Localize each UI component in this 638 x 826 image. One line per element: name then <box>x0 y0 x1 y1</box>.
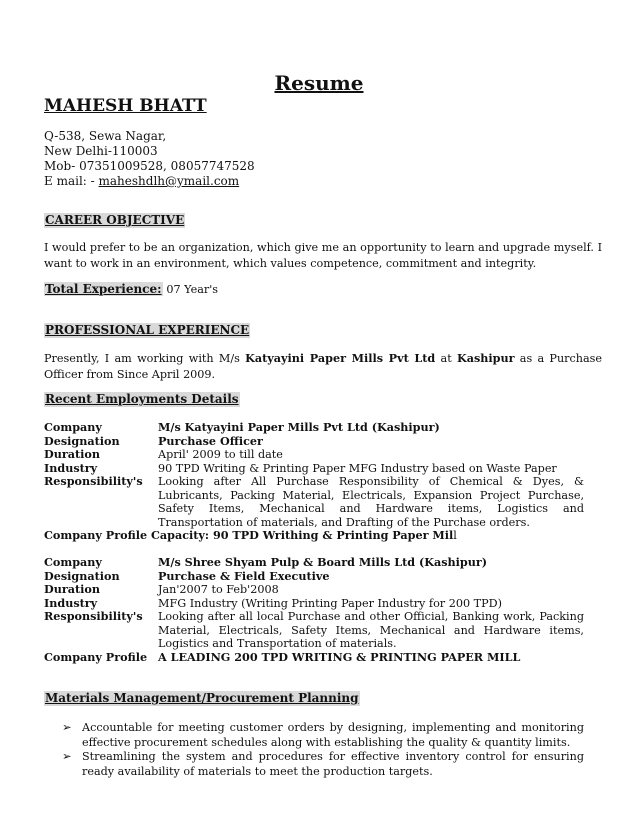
job1-company-label: Company <box>44 420 102 434</box>
address-line-1: Q-538, Sewa Nagar, <box>44 129 167 143</box>
mobile-numbers: Mob- 07351009528, 08057747528 <box>44 159 255 173</box>
job1-duration-label: Duration <box>44 447 100 461</box>
job2-company: M/s Shree Shyam Pulp & Board Mills Ltd (Kashipur) <box>158 555 488 569</box>
document-title: Resume <box>274 71 364 95</box>
pe-text-post: as a Purchase Officer from Since April 2009. <box>44 352 603 381</box>
total-experience <box>44 282 218 297</box>
email-link[interactable]: maheshdlh@ymail.com <box>98 174 240 188</box>
pe-text-pre: Presently, I am working with M/s <box>44 352 246 365</box>
job2-industry: MFG Industry (Writing Printing Paper Industry for 200 TPD) <box>158 596 502 610</box>
job1-company: M/s Katyayini Paper Mills Pvt Ltd (Kashipur) <box>158 420 440 434</box>
job2-designation-label: Designation <box>44 568 120 583</box>
job1-profile-tail: l <box>453 529 457 542</box>
job1-company-profile <box>44 529 457 543</box>
professional-experience-heading: PROFESSIONAL EXPERIENCE <box>45 323 250 337</box>
bullet-arrow-icon: ➢ <box>62 749 72 763</box>
job1-duration: April' 2009 to till date <box>158 448 283 461</box>
job1-industry: 90 TPD Writing & Printing Paper MFG Industry based on Waste Paper <box>158 461 557 475</box>
job1-industry-label: Industry <box>44 460 98 475</box>
job2-duration: Jan'2007 to Feb'2008 <box>158 583 279 596</box>
materials-heading: Materials Management/Procurement Planning <box>45 691 359 705</box>
materials-bullet-1: Accountable for meeting customer orders by designing, implementing and monitoring effective procurement schedules along with establishing the quality & quantity limits. <box>82 721 584 749</box>
pe-text-mid: at <box>435 352 457 365</box>
total-experience-heading: Total Experience: <box>45 282 162 296</box>
address-line-2: New Delhi-110003 <box>44 144 158 158</box>
career-objective-text: I would prefer to be an organization, which give me an opportunity to learn and upgrade myself. I want to work in an environment, which values competence, commitment and integrity. <box>44 241 602 270</box>
pe-location: Kashipur <box>456 351 515 365</box>
job2-designation: Purchase & Field Executive <box>158 568 330 583</box>
job1-responsibility-label: Responsibility's <box>44 474 143 488</box>
job2-responsibility: Looking after all local Purchase and other Official, Banking work, Packing Material, Electricals, Safety Items, Mechanical and Hardware items, Logistics and Transportation of materials. <box>158 610 584 650</box>
materials-bullet-2: Streamlining the system and procedures for effective inventory control for ensuring ready availability of materials to meet the production targets. <box>82 750 584 778</box>
job2-profile-label: Company Profile <box>44 650 148 664</box>
job2-duration-label: Duration <box>44 582 100 596</box>
job1-designation: Purchase Officer <box>158 433 263 448</box>
job1-profile-text: Company Profile Capacity: 90 TPD Writhing & Printing Paper Mil <box>44 528 454 542</box>
email-line <box>44 173 239 189</box>
total-experience-value: 07 Year's <box>166 283 219 296</box>
job1-designation-label: Designation <box>44 433 120 448</box>
job2-company-label: Company <box>44 555 102 569</box>
pe-company: Katyayini Paper Mills Pvt Ltd <box>245 351 436 365</box>
recent-employments-heading: Recent Employments Details <box>45 392 239 406</box>
career-objective-heading: CAREER OBJECTIVE <box>45 213 185 227</box>
job2-profile: A LEADING 200 TPD WRITING & PRINTING PAPER MILL <box>158 650 521 664</box>
job2-responsibility-label: Responsibility's <box>44 609 143 623</box>
professional-experience-text <box>44 350 602 383</box>
email-label: E mail: - <box>44 174 99 188</box>
job2-industry-label: Industry <box>44 595 98 610</box>
bullet-arrow-icon: ➢ <box>62 720 72 734</box>
job1-responsibility: Looking after All Purchase Responsibility of Chemical & Dyes, & Lubricants, Packing Material, Electricals, Expansion Project Purchase, Safety Items, Mechanical and Hardware items, Logistics and Transportation of materials, and Drafting of the Purchase orders. <box>158 475 584 529</box>
candidate-name: MAHESH BHATT <box>44 96 207 116</box>
